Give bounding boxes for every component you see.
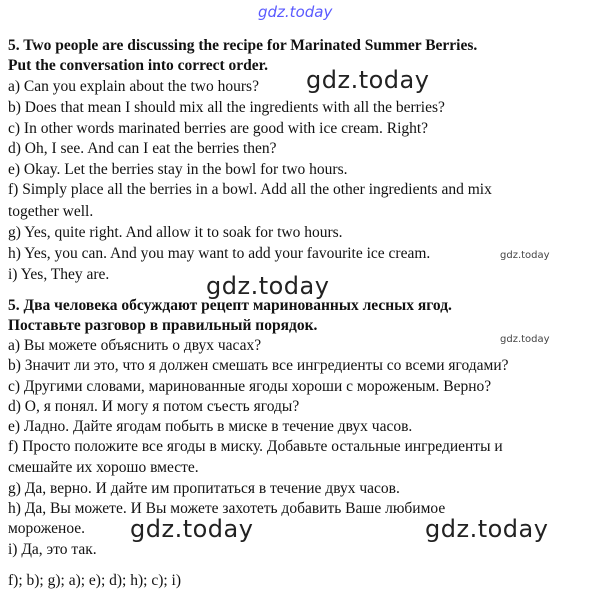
russian-item-b: b) Значит ли это, что я должен смешать все ингредиенты со всеми ягодами? [8,357,509,374]
english-item-d: d) Oh, I see. And can I eat the berries then? [8,140,277,157]
english-item-b: b) Does that mean I should mix all the ingredients with all the berries? [8,99,445,116]
russian-title-line-2: Поставьте разговор в правильный порядок. [8,317,318,334]
russian-item-g: g) Да, верно. И дайте им пропитаться в течение двух часов. [8,480,400,497]
russian-item-a: а) Вы можете объяснить о двух часах? [8,337,262,354]
english-item-a: a) Can you explain about the two hours? [8,78,259,95]
english-item-g: g) Yes, quite right. And allow it to soak for two hours. [8,224,343,241]
russian-item-h: h) Да, Вы можете. И Вы можете захотеть добавить Ваше любимое [8,500,446,517]
english-item-e: e) Okay. Let the berries stay in the bowl for two hours. [8,161,348,178]
watermark-top: gdz.today [258,3,333,21]
english-title-line-1: 5. Two people are discussing the recipe for Marinated Summer Berries. [8,37,478,54]
watermark-big-3: gdz.today [130,515,254,543]
watermark-big-1: gdz.today [306,66,430,94]
watermark-small-2: gdz.today [500,334,550,345]
russian-item-c: с) Другими словами, маринованные ягоды хороши с мороженым. Верно? [8,378,492,395]
english-item-f-cont: together well. [8,203,94,220]
russian-item-i: i) Да, это так. [8,541,97,558]
english-item-c: c) In other words marinated berries are good with ice cream. Right? [8,120,429,137]
english-item-h: h) Yes, you can. And you may want to add your favourite ice cream. [8,245,431,262]
english-item-i: i) Yes, They are. [8,266,110,283]
english-title-line-2: Put the conversation into correct order. [8,57,268,74]
russian-item-h-cont: мороженое. [8,520,86,537]
russian-item-d: d) О, я понял. И могу я потом съесть ягоды? [8,398,300,415]
answer-sequence: f); b); g); a); e); d); h); c); i) [8,572,182,589]
russian-item-e: е) Ладно. Дайте ягодам побыть в миске в течение двух часов. [8,418,413,435]
english-item-f: f) Simply place all the berries in a bowl. Add all the other ingredients and mix [8,181,492,198]
watermark-small-1: gdz.today [500,250,550,261]
russian-item-f-cont: смешайте их хорошо вместе. [8,459,199,476]
watermark-big-2: gdz.today [206,272,330,300]
watermark-big-4: gdz.today [425,515,549,543]
russian-item-f: f) Просто положите все ягоды в миску. Добавьте остальные ингредиенты и [8,438,503,455]
russian-title-line-1: 5. Два человека обсуждают рецепт маринованных лесных ягод. [8,297,452,314]
